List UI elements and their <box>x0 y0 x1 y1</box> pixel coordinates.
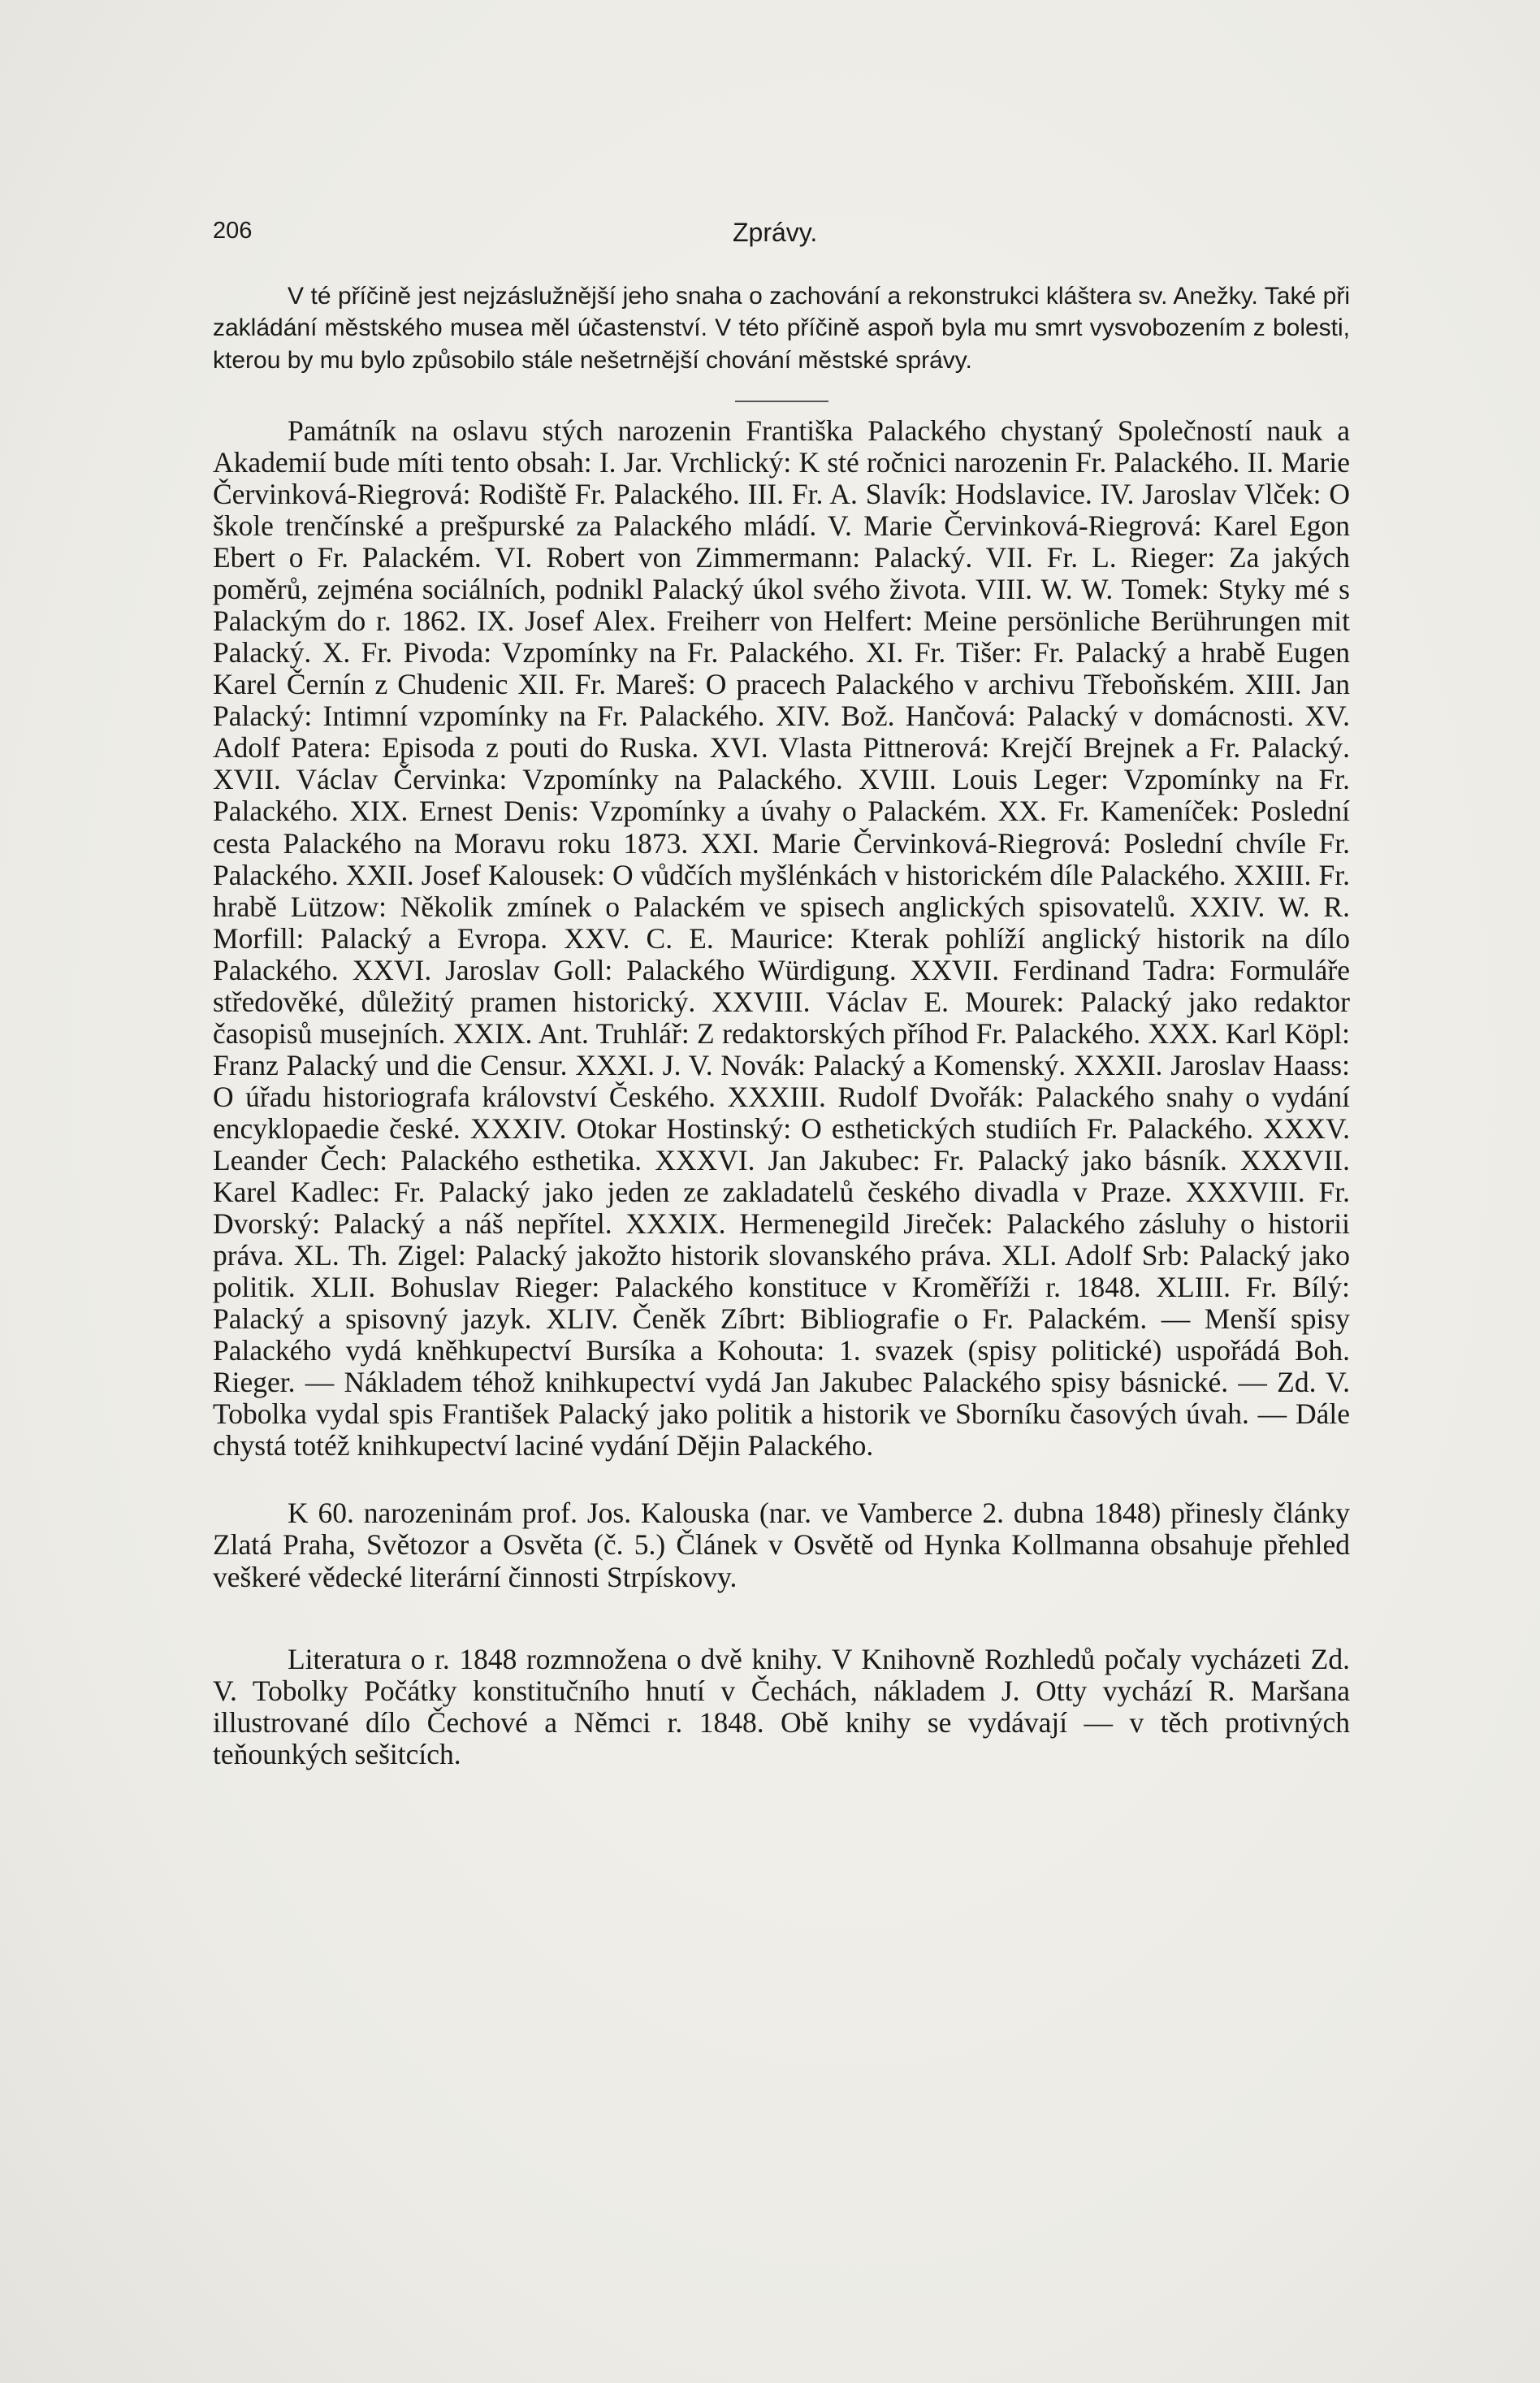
page-number: 206 <box>213 218 253 244</box>
spacer <box>213 1486 1350 1497</box>
page-body <box>213 280 1350 1795</box>
paragraph-pamatnik: Památník na oslavu stých narozenin Františka Palackého chystaný Společností nauk a Akademií bude míti tento obsah: I. Jar. Vrchlický: K sté ročnici narozenin Fr. Palackého. II. Marie Červinková-Riegrová: Rodiště Fr. Palackého. III. Fr. A. Slavík: Hodslavice. IV. Jaroslav Vlček: O škole trenčínské a prešpurské za Palackého mládí. V. Marie Červinková-Riegrová: Karel Egon Ebert o Fr. Palackém. VI. Robert von Zimmermann: Palacký. VII. Fr. L. Rieger: Za jakých poměrů, zejména sociálních, podnikl Palacký úkol svého života. VIII. W. W. Tomek: Styky mé s Palackým do r. 1862. IX. Josef Alex. Freiherr von Helfert: Meine persönliche Berührungen mit Palacký. X. Fr. Pivoda: Vzpomínky na Fr. Palackého. XI. Fr. Tišer: Fr. Palacký a hrabě Eugen Karel Černín z Chudenic XII. Fr. Mareš: O pracech Palackého v archivu Třeboňském. XIII. Jan Palacký: Intimní vzpomínky na Fr. Palackého. XIV. Bož. Hančová: Palacký v domácnosti. XV. Adolf Patera: Episoda z pouti do Ruska. XVI. Vlasta Pittnerová: Krejčí Brejnek a Fr. Palacký. XVII. Václav Červinka: Vzpomínky na Palackého. XVIII. Louis Leger: Vzpomínky na Fr. Palackého. XIX. Ernest Denis: Vzpomínky a úvahy o Palackém. XX. Fr. Kameníček: Poslední cesta Palackého na Moravu roku 1873. XXI. Marie Červinková-Riegrová: Poslední chvíle Fr. Palackého. XXII. Josef Kalousek: O vůdčích myšlénkách v historickém díle Palackého. XXIII. Fr. hrabě Lützow: Několik zmínek o Palackém ve spisech anglických spisovatelů. XXIV. W. R. Morfill: Palacký a Evropa. XXV. C. E. Maurice: Kterak pohlíží anglický historik na dílo Palackého. XXVI. Jaroslav Goll: Palackého Würdigung. XXVII. Ferdinand Tadra: Formuláře středověké, důležitý pramen historický. XXVIII. Václav E. Mourek: Palacký jako redaktor časopisů musejních. XXIX. Ant. Truhlář: Z redaktorských příhod Fr. Palackého. XXX. Karl Köpl: Franz Palacký und die Censur. XXXI. J. V. Novák: Palacký a Komenský. XXXII. Jaroslav Haass: O úřadu historiografa království Českého. XXXIII. Rudolf Dvořák: Palackého snahy o vydání encyklopaedie české. XXXIV. Otokar Hostinský: O esthetických studiích Fr. Palackého. XXXV. Leander Čech: Palackého esthetika. XXXVI. Jan Jakubec: Fr. Palacký jako básník. XXXVII. Karel Kadlec: Fr. Palacký jako jeden ze zakladatelů českého divadla v Praze. XXXVIII. Fr. Dvorský: Palacký a náš nepřítel. XXXIX. Hermenegild Jireček: Palackého zásluhy o historii práva. XL. Th. Zigel: Palacký jakožto historik slovanského práva. XLI. Adolf Srb: Palacký jako politik. XLII. Bohuslav Rieger: Palackého konstituce v Kroměříži r. 1848. XLIII. Fr. Bílý: Palacký a spisovný jazyk. XLIV. Čeněk Zíbrt: Bibliografie o Fr. Palackém. — Menší spisy Palackého vydá kněhkupectví Bursíka a Kohouta: 1. svazek (spisy politické) uspořádá Boh. Rieger. — Nákladem téhož knihkupectví vydá Jan Jakubec Palackého spisy básnické. — Zd. V. Tobolka vydal spis František Palacký jako politik a historik ve Sborníku časových úvah. — Dále chystá totéž knihkupectví laciné vydání Dějin Palackého. <box>213 414 1350 1462</box>
spacer <box>213 1618 1350 1644</box>
page-header <box>213 218 1350 258</box>
paragraph-literatura: Literatura o r. 1848 rozmnožena o dvě knihy. V Knihovně Rozhledů počaly vycházeti Zd. V. Tobolky Počátky konstitučního hnutí v Čechách, nákladem J. Otty vychází R. Maršana illustrované dílo Čechové a Němci r. 1848. Obě knihy se vydávají — v těch protivných teňounkých sešitcích. <box>213 1642 1350 1770</box>
section-divider <box>735 401 828 402</box>
paragraph-kalousek: K 60. narozeninám prof. Jos. Kalouska (nar. ve Vamberce 2. dubna 1848) přinesly články Zlatá Praha, Světozor a Osvěta (č. 5.) Článek v Osvětě od Hynka Kollmanna obsahuje přehled veškeré vědecké literární činnosti Strpískovy. <box>213 1497 1350 1593</box>
paragraph-klaster: V té příčině jest nejzáslužnější jeho snaha o zachování a rekonstrukci kláštera sv. Anežky. Také při zakládání městského musea měl účastenství. V této příčině aspoň byla mu smrt vysvobozením z bolesti, kterou by mu bylo způsobilo stále nešetrnější chování městské správy. <box>213 283 1350 374</box>
running-title: Zprávy. <box>733 218 818 247</box>
